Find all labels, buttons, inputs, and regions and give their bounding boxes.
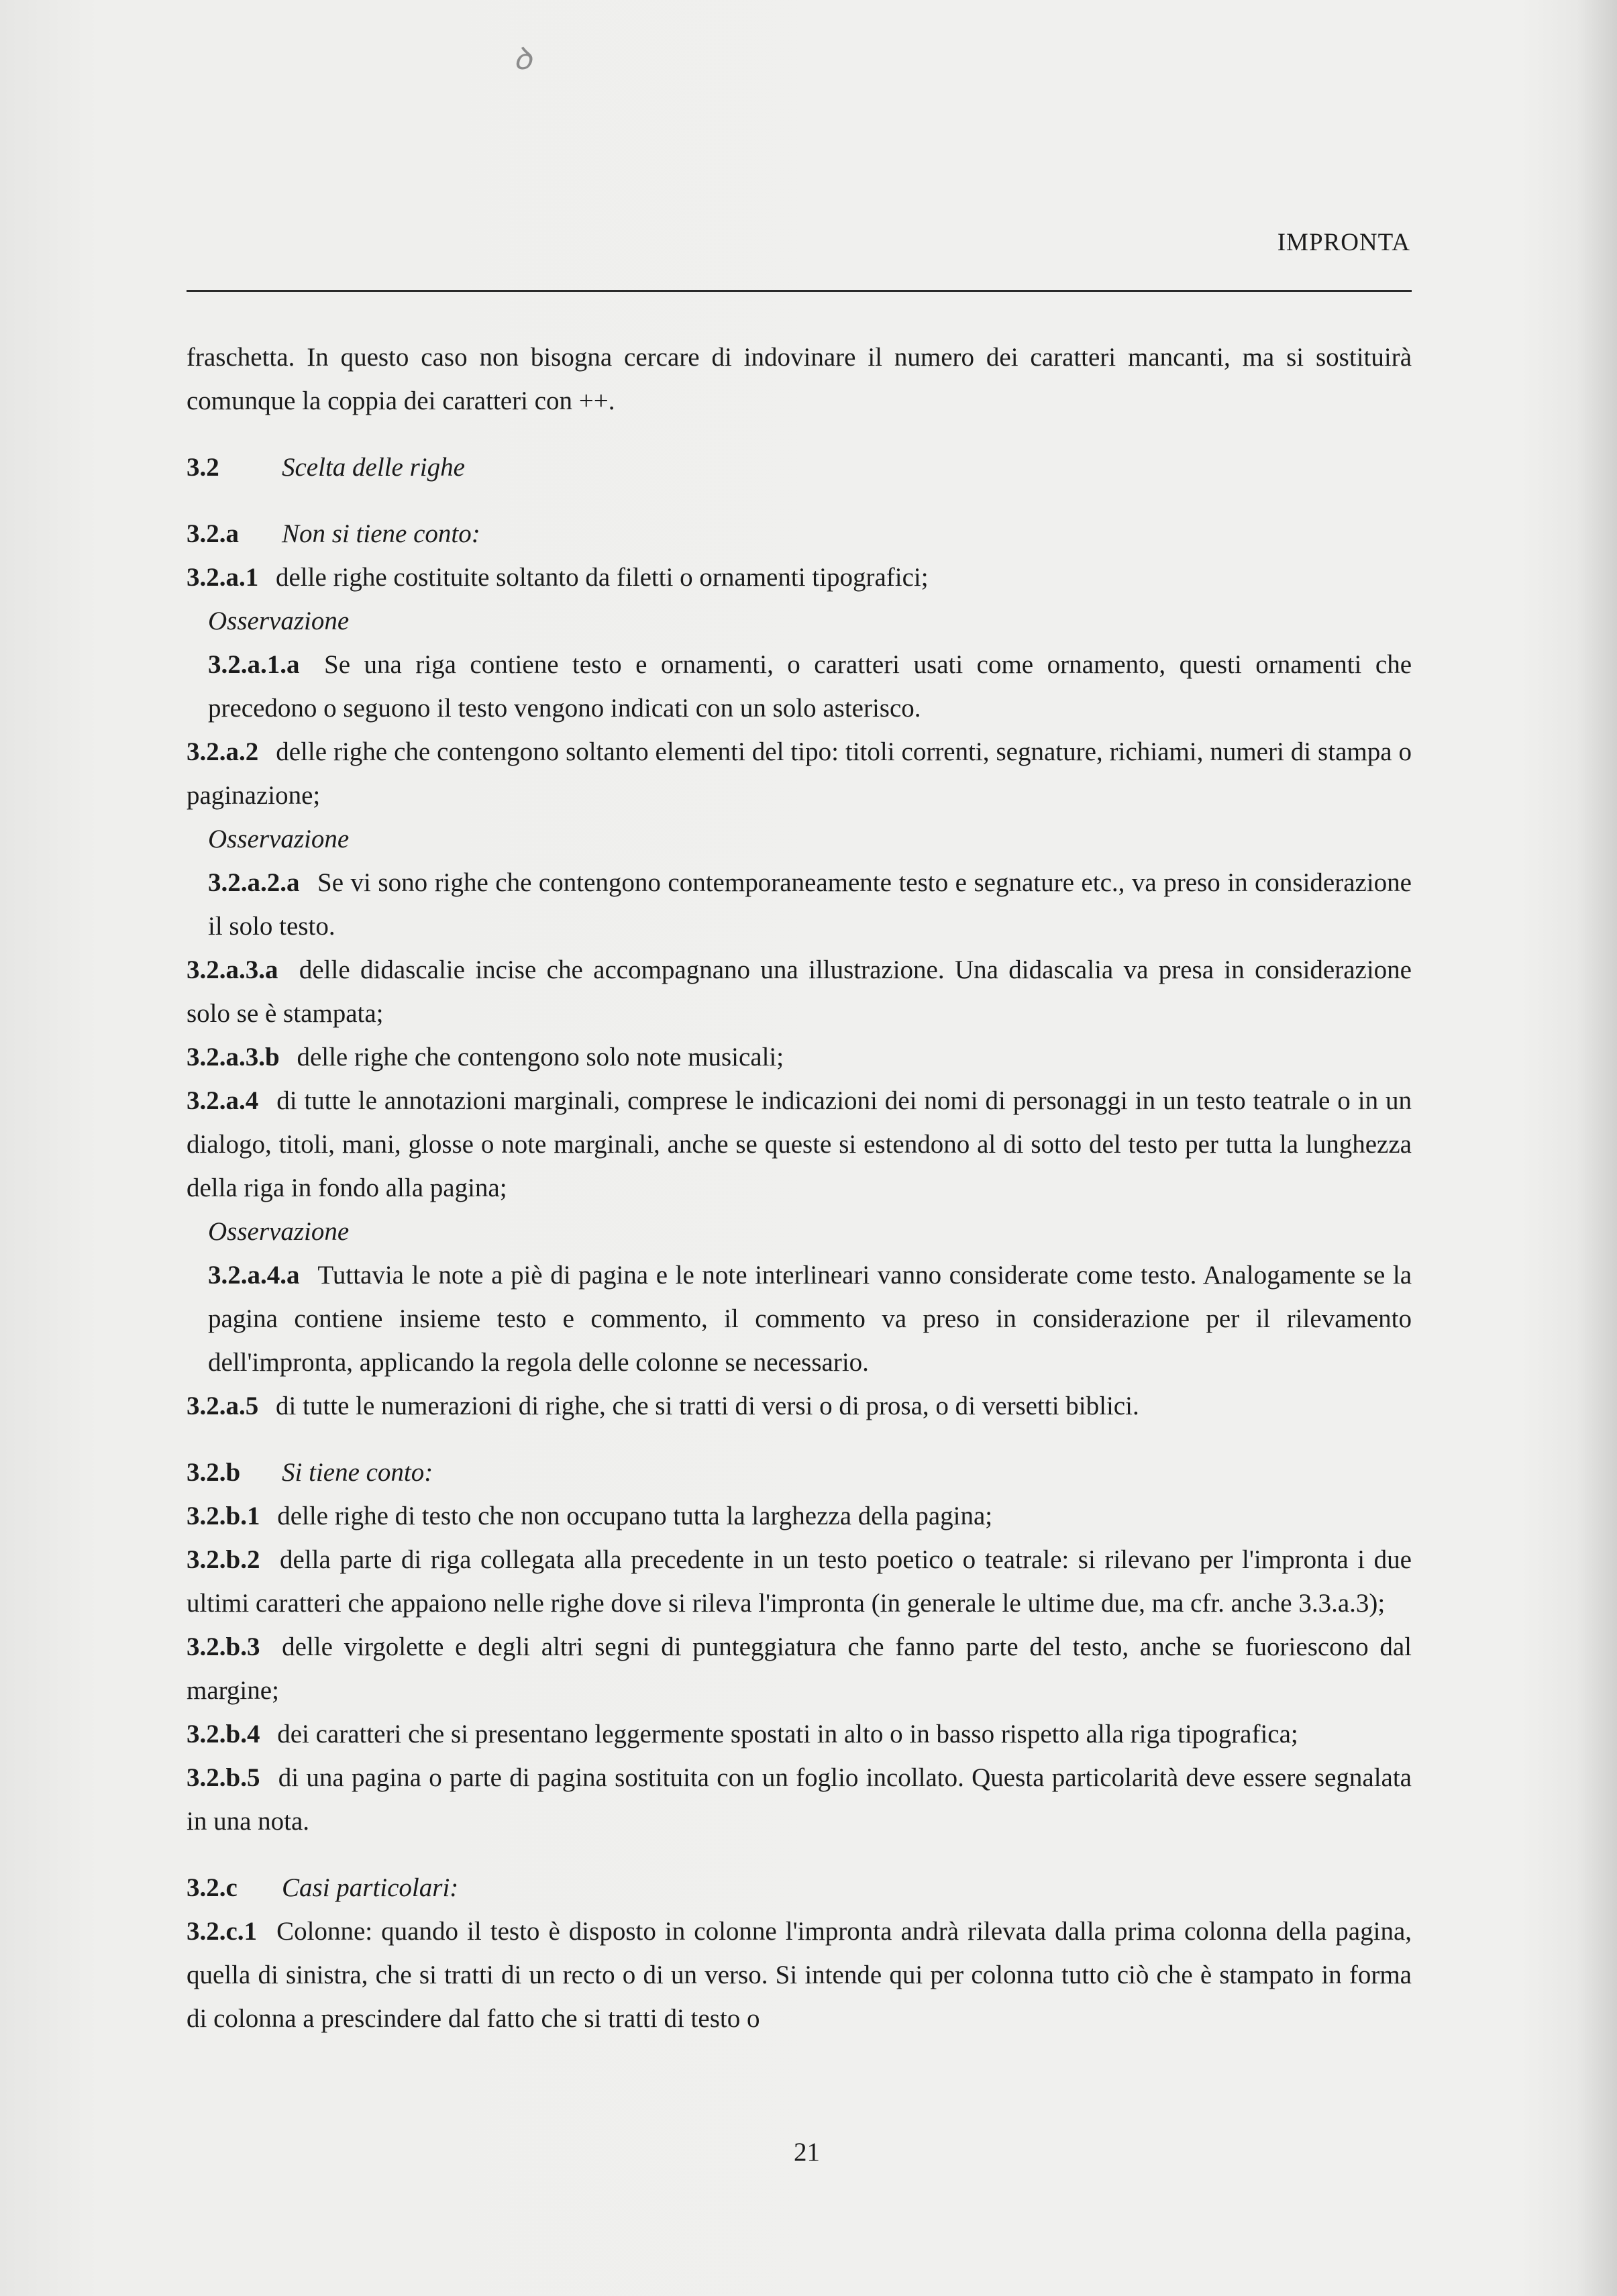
- item-3-2-a-4-a: [187, 1253, 1412, 1384]
- section-3-2-a-heading: [187, 512, 1412, 556]
- item-number: 3.2.b.1: [187, 1502, 260, 1530]
- item-text: Tuttavia le note a piè di pagina e le note interlineari vanno considerate come testo. Analogamente se la pagina contiene insieme testo e commento, il commento va preso in considerazione per il rilevamento dell'impronta, applicando la regola delle colonne se necessario.: [208, 1261, 1412, 1377]
- item-3-2-a-5: [187, 1384, 1412, 1428]
- item-3-2-b-5: [187, 1756, 1412, 1843]
- item-text: di tutte le annotazioni marginali, comprese le indicazioni dei nomi di personaggi in un testo teatrale o in un dialogo, titoli, mani, glosse o note marginali, anche se queste si estendono al di sotto del testo per tutta la lunghezza della riga in fondo alla pagina;: [187, 1086, 1412, 1202]
- item-text: delle didascalie incise che accompagnano una illustrazione. Una didascalia va presa in considerazione solo se è stampata;: [187, 955, 1412, 1028]
- observation-label: Osservazione: [208, 607, 350, 635]
- item-number: 3.2.a.3.a: [187, 955, 278, 984]
- main-text: [187, 335, 1412, 2040]
- item-3-2-c-1: [187, 1910, 1412, 2040]
- item-number: 3.2.a.2.a: [208, 868, 300, 897]
- item-text: delle righe che contengono soltanto elementi del tipo: titoli correnti, segnature, richiami, numeri di stampa o paginazione;: [187, 737, 1412, 810]
- item-number: 3.2.a.1: [187, 563, 259, 592]
- section-title: Non si tiene conto:: [282, 519, 480, 548]
- item-number: 3.2.a.1.a: [208, 650, 300, 679]
- observation-label: Osservazione: [208, 1217, 350, 1246]
- item-number: 3.2.a.2: [187, 737, 259, 766]
- item-text: di una pagina o parte di pagina sostituita con un foglio incollato. Questa particolarità deve essere segnalata in una nota.: [187, 1763, 1412, 1836]
- item-number: 3.2.a.3.b: [187, 1043, 280, 1072]
- section-number: 3.2.c: [187, 1873, 238, 1902]
- item-3-2-b-1: [187, 1494, 1412, 1538]
- item-3-2-a-1: [187, 556, 1412, 599]
- item-3-2-b-4: [187, 1712, 1412, 1756]
- item-3-2-b-3: [187, 1625, 1412, 1712]
- item-3-2-a-4: [187, 1079, 1412, 1210]
- item-number: 3.2.a.5: [187, 1392, 259, 1420]
- section-number: 3.2.b: [187, 1458, 241, 1487]
- item-number: 3.2.a.4: [187, 1086, 259, 1115]
- item-3-2-a-3-b: [187, 1035, 1412, 1079]
- page-spine-shadow: [1577, 0, 1617, 2296]
- item-3-2-a-1-a: [187, 643, 1412, 730]
- item-number: 3.2.a.4.a: [208, 1261, 300, 1290]
- section-number: 3.2.a: [187, 519, 239, 548]
- item-text: delle righe di testo che non occupano tutta la larghezza della pagina;: [277, 1502, 993, 1530]
- item-text: Colonne: quando il testo è disposto in colonne l'impronta andrà rilevata dalla prima colonna della pagina, quella di sinistra, che si tratti di un recto o di un verso. Si intende qui per colonna tutto ciò che è stampato in forma di colonna a prescindere dal fatto che si tratti di testo o: [187, 1917, 1412, 2033]
- item-number: 3.2.b.2: [187, 1545, 260, 1574]
- item-text: della parte di riga collegata alla precedente in un testo poetico o teatrale: si rilevano per l'impronta i due ultimi caratteri che appaiono nelle righe dove si rileva l'impronta (in generale le ultime due, ma cfr. anche 3.3.a.3);: [187, 1545, 1412, 1618]
- paragraph-intro: fraschetta. In questo caso non bisogna cercare di indovinare il numero dei caratteri mancanti, ma si sostituirà comunque la coppia dei caratteri con ++.: [187, 343, 1412, 415]
- section-3-2-b-heading: [187, 1451, 1412, 1494]
- item-number: 3.2.b.5: [187, 1763, 260, 1792]
- item-text: Se vi sono righe che contengono contemporaneamente testo e segnature etc., va preso in considerazione il solo testo.: [208, 868, 1412, 941]
- item-3-2-a-2: [187, 730, 1412, 817]
- item-text: dei caratteri che si presentano leggermente spostati in alto o in basso rispetto alla riga tipografica;: [277, 1720, 1298, 1749]
- item-text: delle virgolette e degli altri segni di punteggiatura che fanno parte del testo, anche se fuoriescono dal margine;: [187, 1632, 1412, 1705]
- running-head: IMPRONTA: [1277, 229, 1410, 256]
- section-title: Si tiene conto:: [282, 1458, 433, 1487]
- page-number: 21: [794, 2138, 820, 2167]
- item-3-2-b-2: [187, 1538, 1412, 1625]
- section-3-2-c-heading: [187, 1866, 1412, 1910]
- section-title: Casi particolari:: [282, 1873, 459, 1902]
- item-number: 3.2.b.3: [187, 1632, 260, 1661]
- section-title: Scelta delle righe: [282, 453, 465, 482]
- item-text: Se una riga contiene testo e ornamenti, o caratteri usati come ornamento, questi ornamenti che precedono o seguono il testo vengono indicati con un solo asterisco.: [208, 650, 1412, 723]
- item-text: di tutte le numerazioni di righe, che si tratti di versi o di prosa, o di versetti biblici.: [276, 1392, 1139, 1420]
- observation-label: Osservazione: [208, 825, 350, 853]
- item-3-2-a-2-a: [187, 861, 1412, 948]
- item-number: 3.2.c.1: [187, 1917, 258, 1946]
- header-rule: [187, 290, 1412, 292]
- section-number: 3.2: [187, 453, 219, 482]
- item-number: 3.2.b.4: [187, 1720, 260, 1749]
- item-3-2-a-3-a: [187, 948, 1412, 1035]
- pencil-annotation-mark: ꝺ: [513, 40, 532, 76]
- item-text: delle righe costituite soltanto da filetti o ornamenti tipografici;: [276, 563, 929, 592]
- item-text: delle righe che contengono solo note musicali;: [297, 1043, 784, 1072]
- section-3-2-heading: [187, 446, 1412, 489]
